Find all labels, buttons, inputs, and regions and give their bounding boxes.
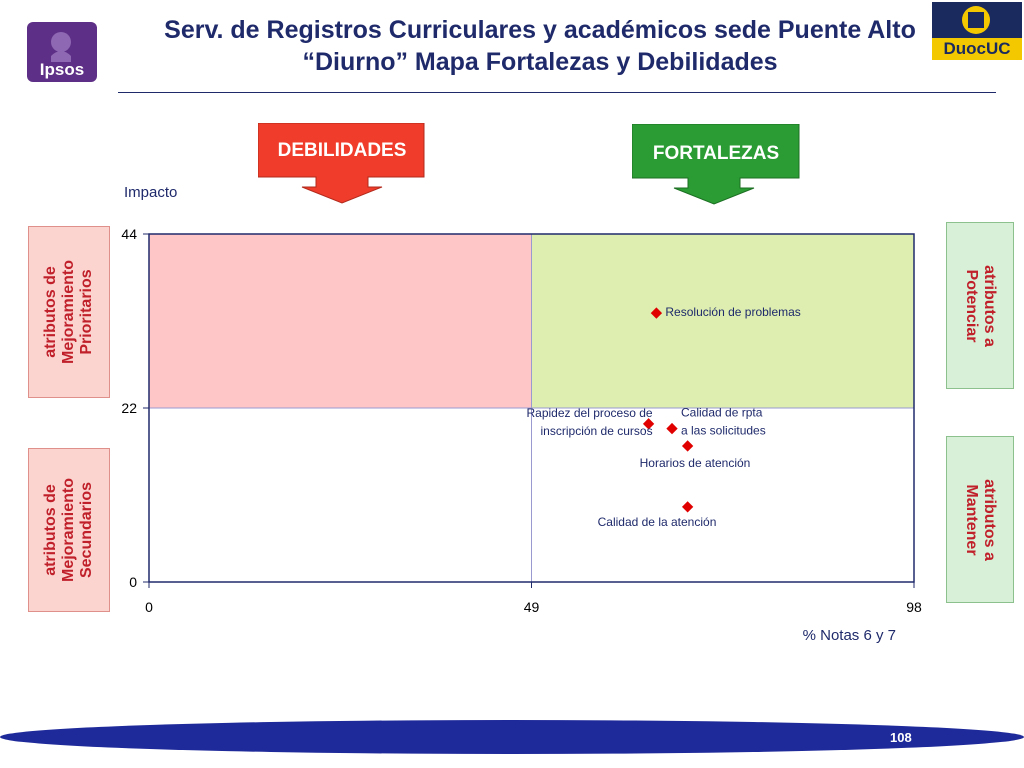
label-mejoramiento-secundarios: atributos de Mejoramiento Secundarios: [42, 477, 96, 583]
y-axis-label: Impacto: [124, 184, 178, 201]
footer-band: [0, 715, 1024, 759]
ipsos-logo-text: Ipsos: [39, 60, 85, 79]
page-number: 108: [890, 730, 912, 745]
data-point-label: [526, 406, 652, 438]
data-point-label-line: Horarios de atención: [639, 455, 751, 470]
x-tick-label: 49: [523, 599, 540, 615]
data-point-label: [598, 515, 717, 529]
y-tick-label: 44: [121, 226, 137, 242]
label-mejoramiento-prioritarios: atributos de Mejoramiento Prioritarios: [42, 259, 96, 365]
data-point-label-line: Resolución de problemas: [665, 305, 801, 320]
data-point-marker: [666, 423, 677, 434]
label-potenciar: atributos a Potenciar: [963, 264, 999, 347]
duoc-logo-text: DuocUC: [932, 38, 1022, 60]
data-point-label: [681, 406, 766, 438]
title-line-1: Serv. de Registros Curriculares y académicos sede Puente Alto: [164, 16, 916, 44]
data-point-label-line: Rapidez del proceso de: [526, 405, 653, 420]
data-point-marker: [682, 440, 693, 451]
data-point-label: [665, 305, 800, 319]
data-point-label-line: Calidad de la atención: [597, 514, 717, 529]
x-tick-label: 98: [906, 599, 922, 615]
x-axis-label: % Notas 6 y 7: [802, 627, 896, 644]
y-tick-label: 0: [129, 574, 137, 590]
data-point-marker: [682, 501, 693, 512]
data-point-label-line: inscripción de cursos: [540, 423, 653, 438]
label-mantener: atributos a Mantener: [963, 478, 999, 561]
data-point-label-line: Calidad de rpta: [681, 405, 763, 420]
x-tick-label: 0: [145, 599, 153, 615]
data-point-label-line: a las solicitudes: [681, 423, 766, 438]
fortalezas-label: FORTALEZAS: [652, 143, 780, 164]
data-point-label: [640, 456, 751, 470]
y-tick-label: 22: [121, 400, 137, 416]
quadrant-top-right: [532, 234, 915, 408]
title-line-2: “Diurno” Mapa Fortalezas y Debilidades: [302, 48, 778, 76]
debilidades-label: DEBILIDADES: [277, 140, 407, 161]
quadrant-top-left: [149, 234, 532, 408]
